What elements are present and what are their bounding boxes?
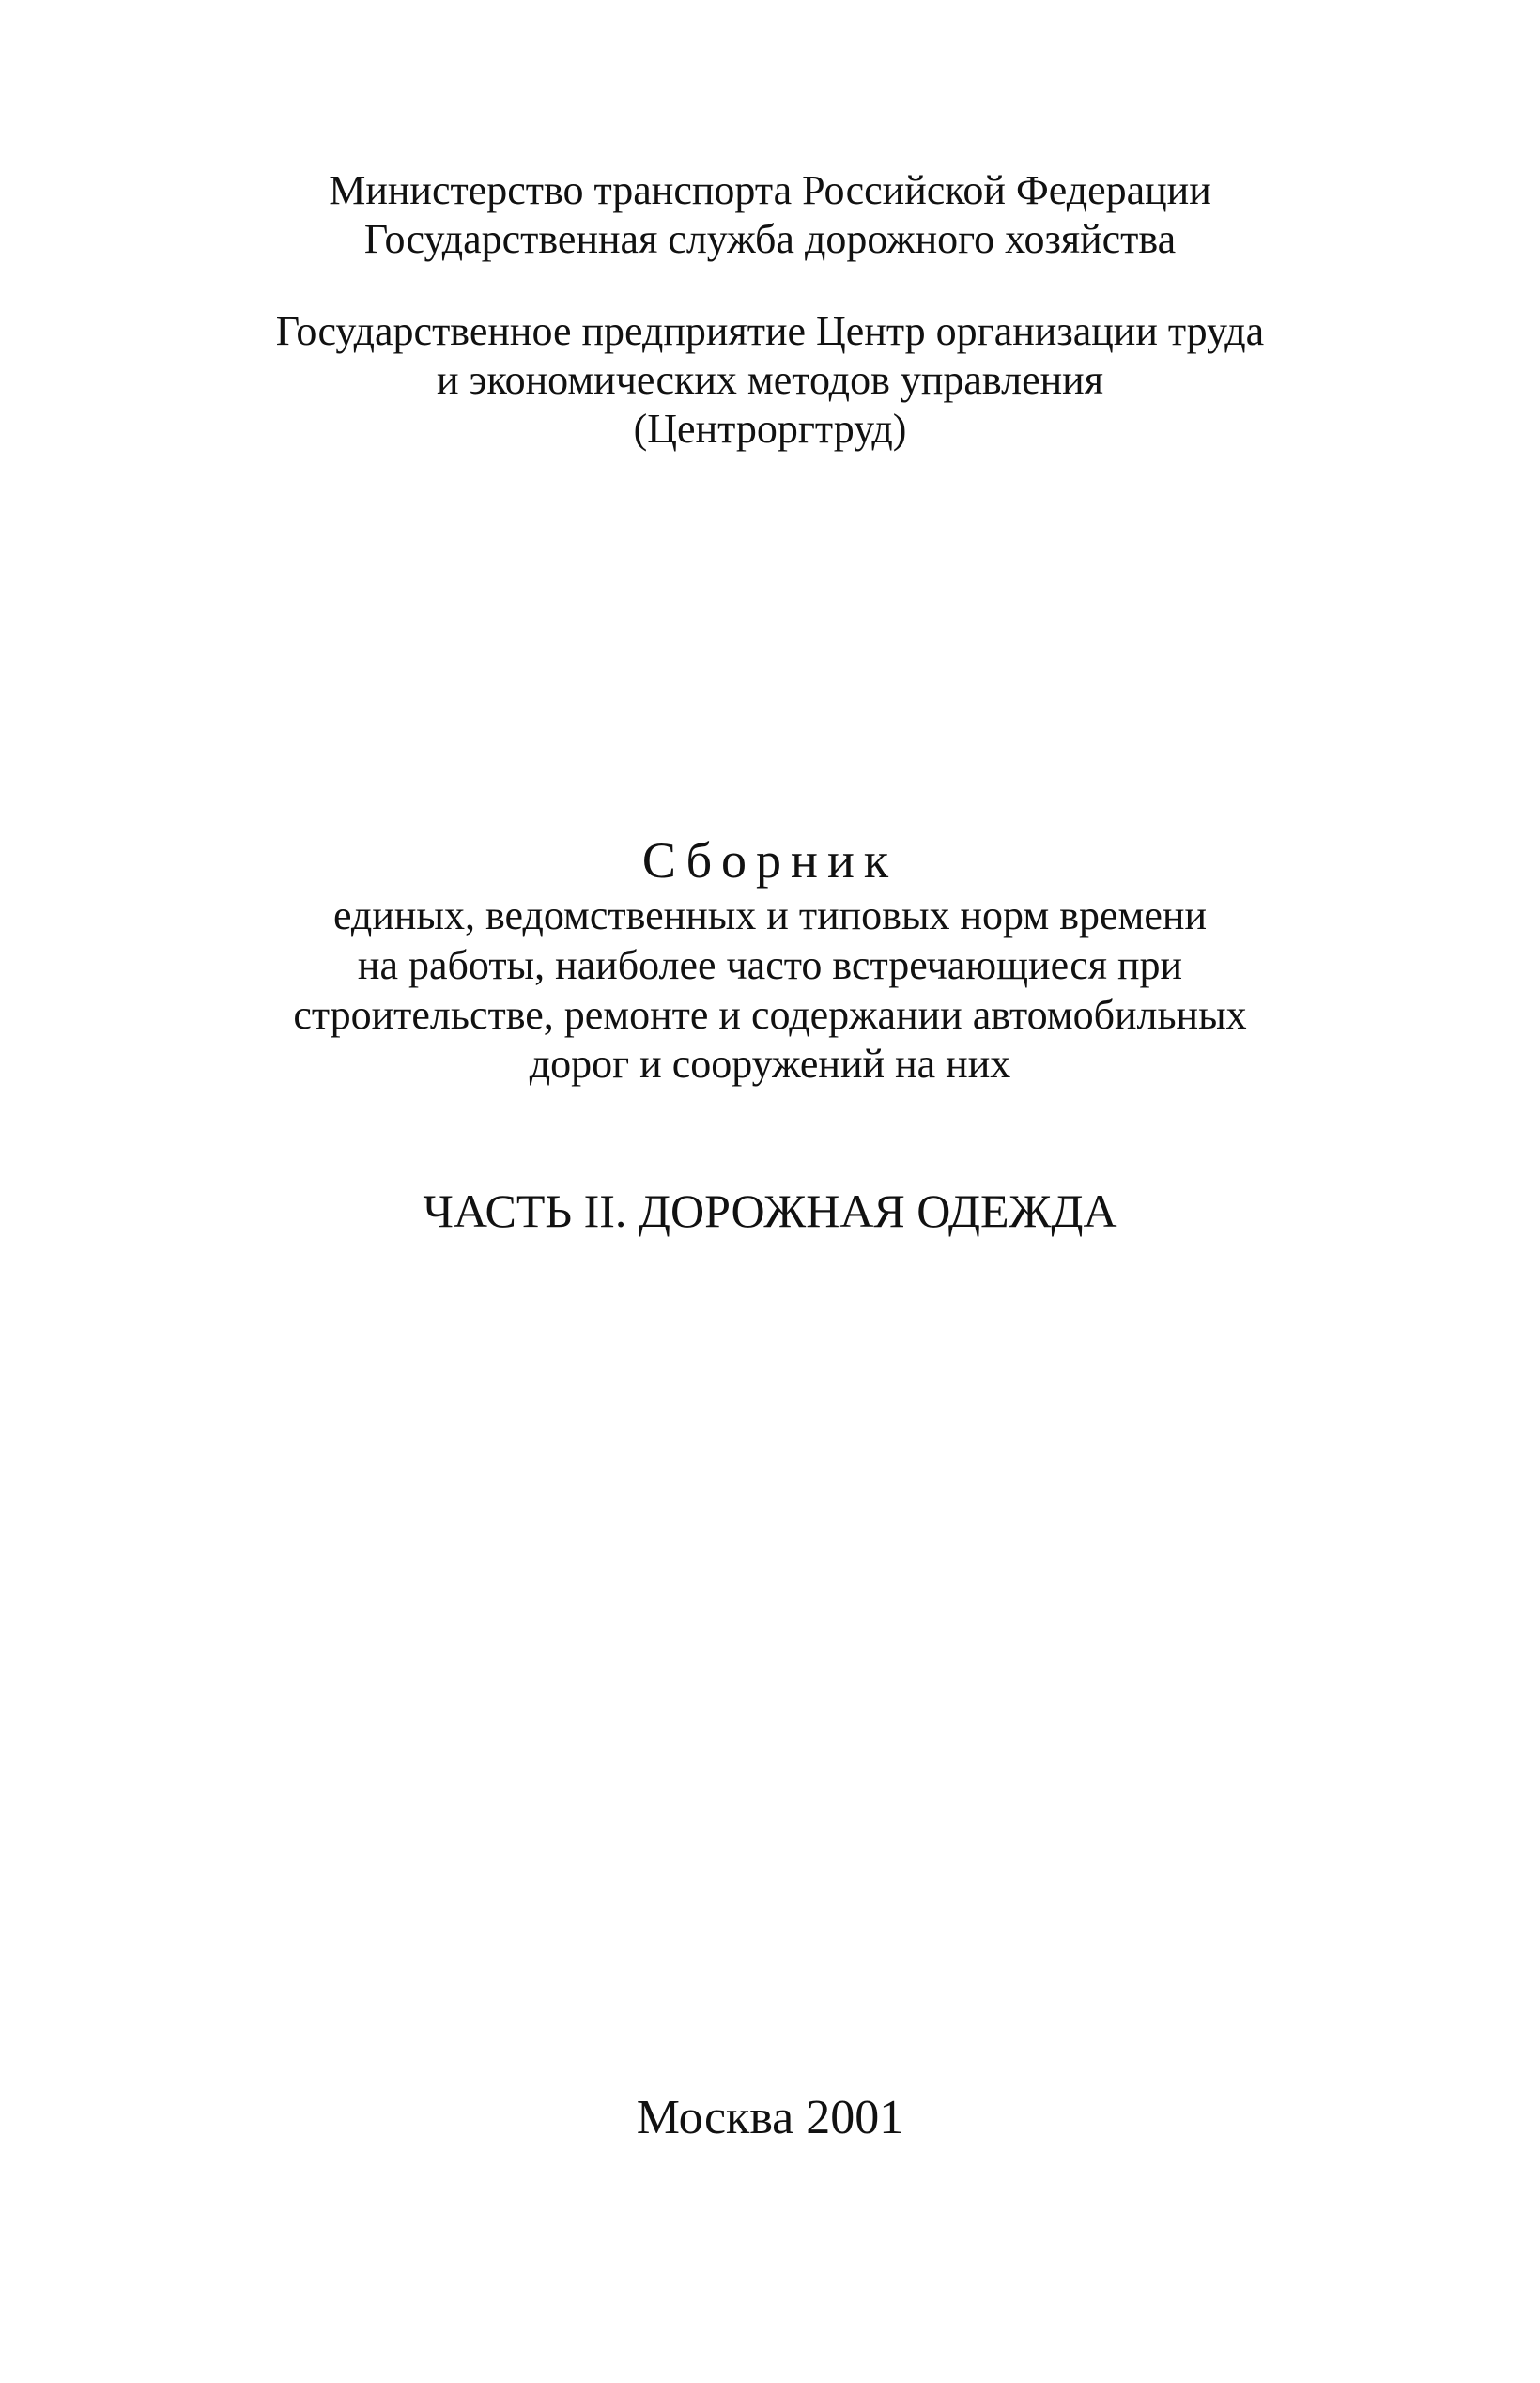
part-title: ЧАСТЬ II. ДОРОЖНАЯ ОДЕЖДА xyxy=(423,1184,1117,1237)
enterprise-name-line-2: и экономических методов управления xyxy=(437,357,1103,403)
service-name: Государственная служба дорожного хозяйства xyxy=(363,216,1177,262)
document-description-line-1: единых, ведомственных и типовых норм времени xyxy=(332,892,1207,938)
ministry-name: Министерство транспорта Российской Федерации xyxy=(329,167,1211,213)
document-heading: Сборник xyxy=(641,832,899,889)
enterprise-name-line-1: Государственное предприятие Центр организации труда xyxy=(275,308,1265,354)
enterprise-abbreviation: (Центроргтруд) xyxy=(633,406,907,452)
city-year: Москва 2001 xyxy=(636,2091,904,2144)
document-description-line-3: строительстве, ремонте и содержании автомобильных xyxy=(293,992,1247,1038)
document-description-line-4: дорог и сооружений на них xyxy=(529,1041,1011,1087)
document-description-line-2: на работы, наиболее часто встречающиеся при xyxy=(357,942,1183,988)
